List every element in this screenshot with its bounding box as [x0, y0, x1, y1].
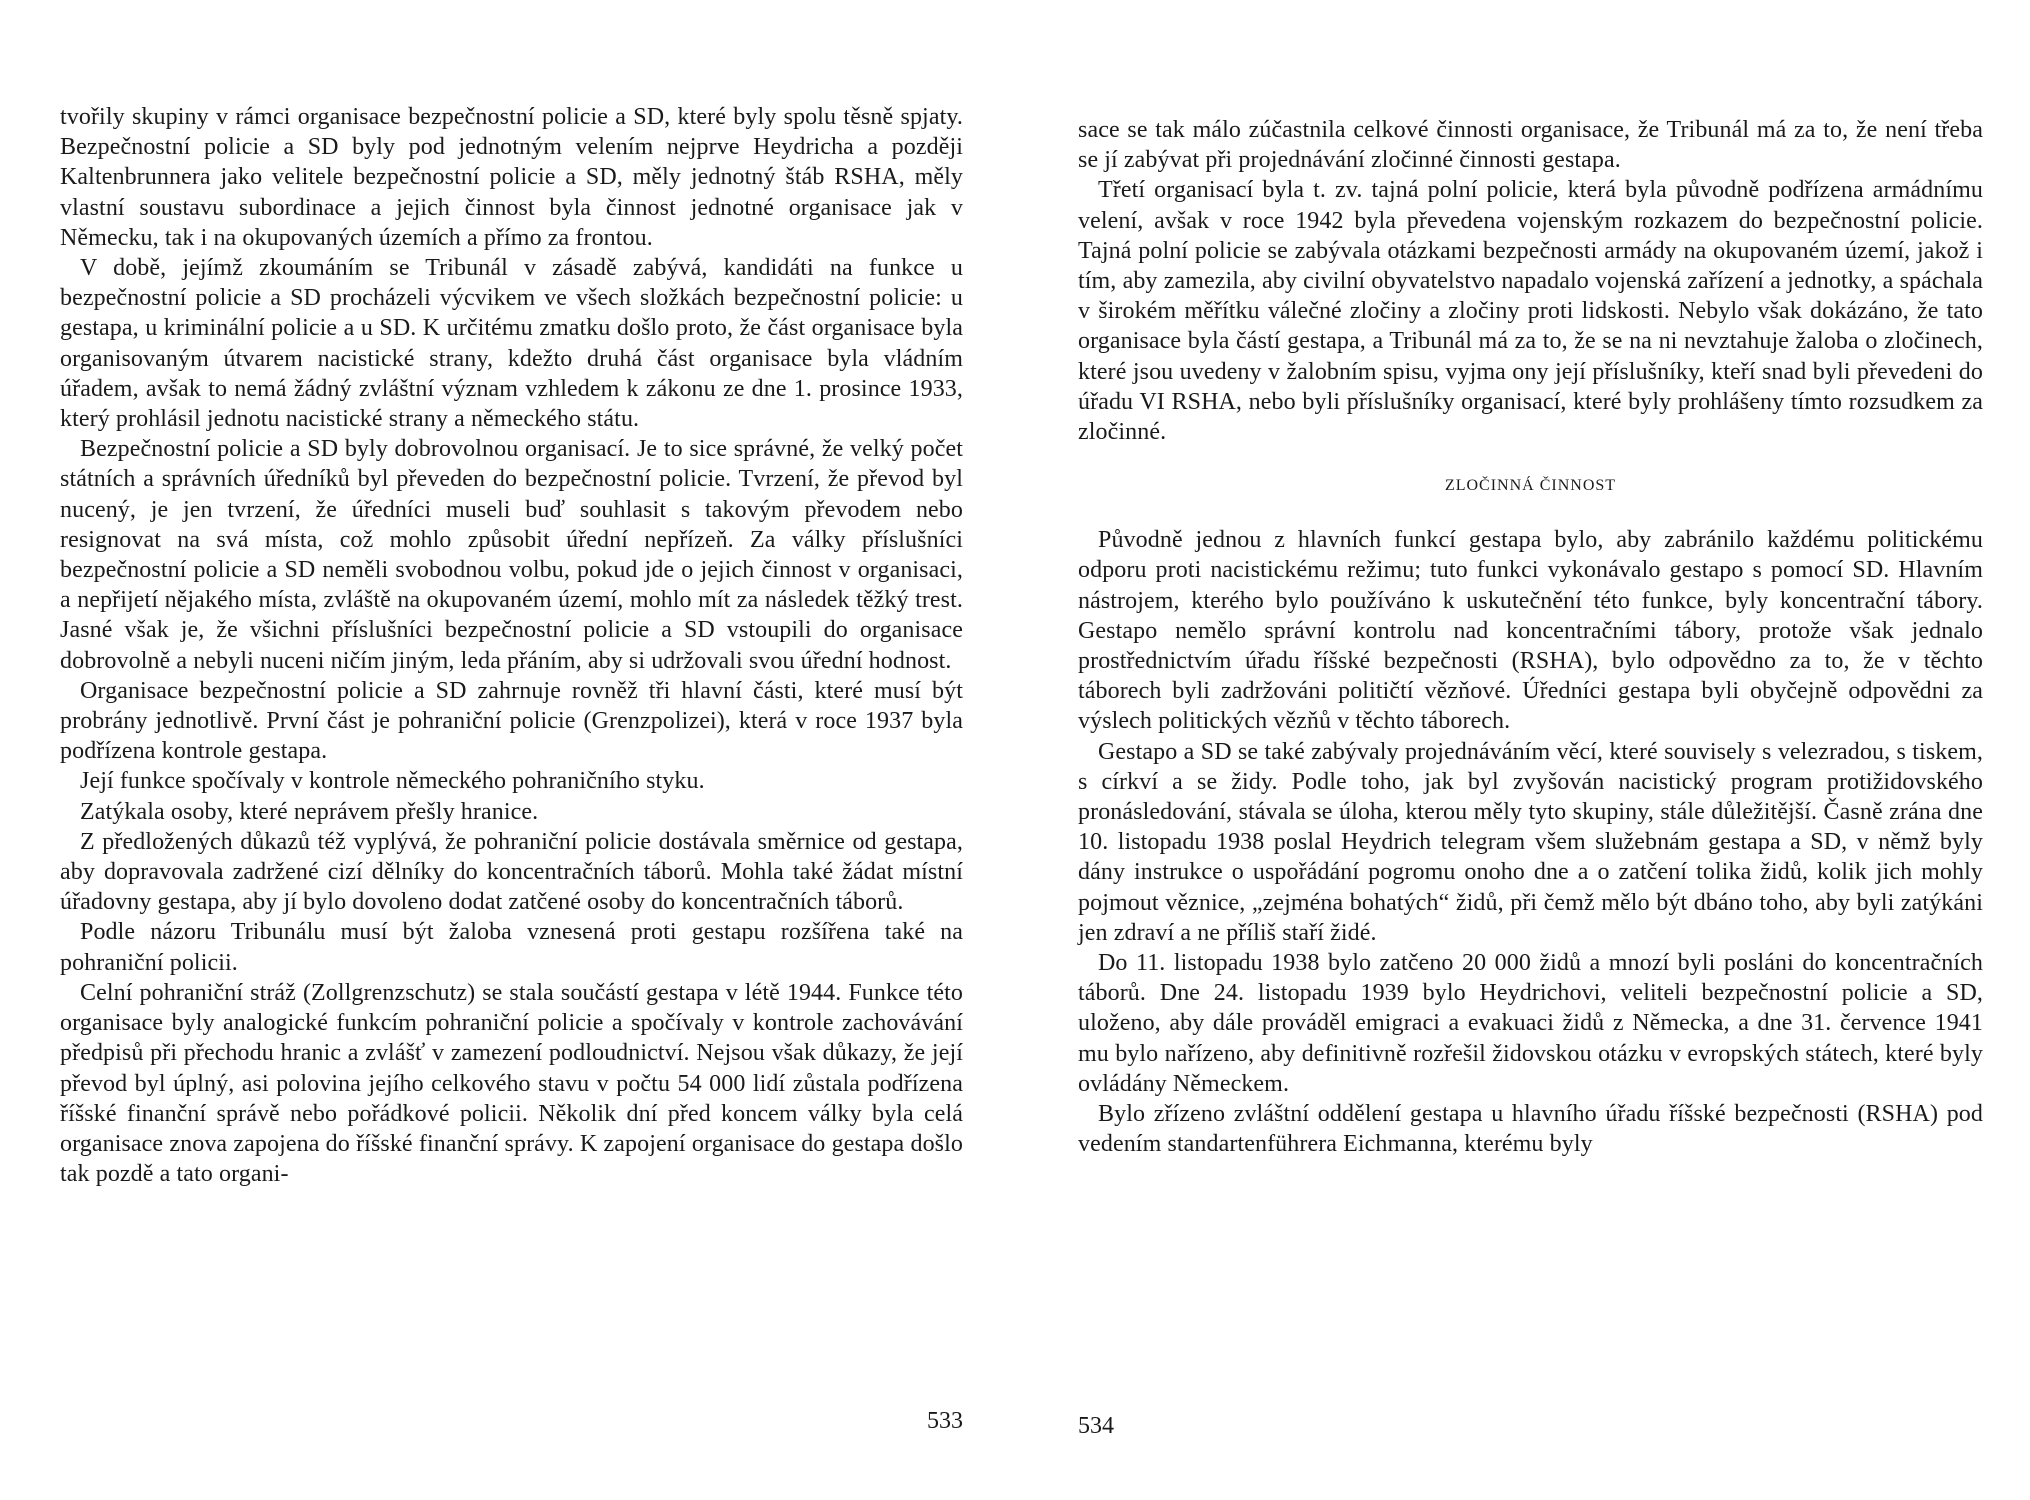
paragraph: Její funkce spočívaly v kontrole německého pohraničního styku.	[80, 768, 705, 795]
left-page	[60, 0, 963, 1500]
page-number: 533	[927, 1408, 963, 1434]
paragraph: Celní pohraniční stráž (Zollgrenzschutz) se stala součástí gestapa v létě 1944. Funkce této organisace byly analogické funkcím pohraniční policie a spočívaly v kontrole zachovávání předpisů při přechodu hranic a zvlášť v zamezení podloudnictví. Nejsou však důkazy, že její převod byl úplný, asi polovina jejího celkového stavu v počtu 54 000 lidí zůstala podřízena říšské finanční správě nebo pořádkové policii. Několik dní před koncem války byla celá organisace znova zapojena do říšské finanční správy. K zapojení organisace do gestapa došlo tak pozdě a tato organi-	[60, 979, 963, 1188]
right-page	[1078, 0, 1983, 1500]
right-page-text	[1078, 115, 1983, 1160]
paragraph: Podle názoru Tribunálu musí být žaloba vznesená proti gestapu rozšířena také na pohraniční policii.	[60, 919, 963, 976]
paragraph: Gestapo a SD se také zabývaly projednáváním věcí, které souvisely s velezradou, s tiskem, s církví a se židy. Podle toho, jak byl zvyšován nacistický program protižidovského pronásledování, stávala se úloha, kterou měly tyto skupiny, stále důležitější. Časně zrána dne 10. listopadu 1938 poslal Heydrich telegram všem služebnám gestapa a SD, v němž byly dány instrukce o uspořádání pogromu onoho dne a o zatčení tolika židů, kolik jich mohly pojmout věznice, „zejména bohatých“ židů, při čemž mělo být dbáno toho, aby byli zatýkáni jen zdraví a ne příliš staří židé.	[1078, 738, 1983, 946]
paragraph: Bylo zřízeno zvláštní oddělení gestapa u hlavního úřadu říšské bezpečnosti (RSHA) pod vedením standartenführera Eichmanna, kterému byly	[1078, 1101, 1983, 1158]
paragraph: Z předložených důkazů též vyplývá, že pohraniční policie dostávala směrnice od gestapa, aby dopravovala zadržené cizí dělníky do koncentračních táborů. Mohla také žádat místní úřadovny gestapa, aby jí bylo dovoleno dodat zatčené osoby do koncentračních táborů.	[60, 828, 963, 916]
page-number: 534	[1078, 1413, 1114, 1439]
paragraph: Třetí organisací byla t. zv. tajná polní policie, která byla původně podřízena armádnímu velení, avšak v roce 1942 byla převedena vojenským rozkazem do bezpečnostní policie. Tajná polní policie se zabývala otázkami bezpečnosti armády na okupovaném území, jakož i tím, aby zamezila, aby civilní obyvatelstvo napadalo vojenská zařízení a jednotky, a spáchala v širokém měřítku válečné zločiny a zločiny proti lidskosti. Nebylo však dokázáno, že tato organisace byla částí gestapa, a Tribunál má za to, že se na ni nevztahuje žaloba o zločinech, které jsou uvedeny v žalobním spisu, vyjma ony její příslušníky, kteří snad byli převedeni do úřadu VI RSHA, nebo byli příslušníky organisací, které byly prohlášeny tímto rozsudkem za zločinné.	[1078, 177, 1983, 446]
paragraph: Bezpečnostní policie a SD byly dobrovolnou organisací. Je to sice správné, že velký počet státních a správních úředníků byl převeden do bezpečnostní policie. Tvrzení, že převod byl nucený, je jen tvrzení, že úředníci museli buď souhlasit s takovým převodem nebo resignovat na svá místa, což mohlo způsobit úřední nepřízeň. Za války příslušníci bezpečnostní policie a SD neměli svobodnou volbu, pokud jde o jejich činnost v organisaci, a nepřijetí nějakého místa, zvláště na okupovaném území, mohlo mít za následek těžký trest. Jasné však je, že všichni příslušníci bezpečnostní policie a SD vstoupili do organisace dobrovolně a nebyli nuceni ničím jiným, leda přáním, aby si udržovali svou úřední hodnost.	[60, 436, 963, 674]
paragraph: Organisace bezpečnostní policie a SD zahrnuje rovněž tři hlavní části, které musí být probrány jednotlivě. První část je pohraniční policie (Grenzpolizei), která v roce 1937 byla podřízena kontrole gestapa.	[60, 677, 963, 765]
paragraph: Zatýkala osoby, které neprávem přešly hranice.	[80, 798, 539, 825]
paragraph: tvořily skupiny v rámci organisace bezpečnostní policie a SD, které byly spolu těsně spjaty. Bezpečnostní policie a SD byly pod jednotným velením nejprve Heydricha a později Kaltenbrunnera jako velitele bezpečnostní policie a SD, měly jednotný štáb RSHA, měly vlastní soustavu subordinace a jejich činnost byla činnost jednotné organisace jak v Německu, tak i na okupovaných územích a přímo za frontou.	[60, 104, 963, 251]
paragraph: sace se tak málo zúčastnila celkové činnosti organisace, že Tribunál má za to, že není třeba se jí zabývat při projednávání zločinné činnosti gestapa.	[1078, 117, 1983, 174]
left-page-text	[60, 102, 963, 1189]
paragraph: V době, jejímž zkoumáním se Tribunál v zásadě zabývá, kandidáti na funkce u bezpečnostní policie a SD procházeli výcvikem ve všech složkách bezpečnostní policie: u gestapa, u kriminální policie a u SD. K určitému zmatku došlo proto, že část organisace byla organisovaným útvarem nacistické strany, kdežto druhá část organisace byla vládním úřadem, avšak to nemá žádný zvláštní význam vzhledem k zákonu ze dne 1. prosince 1933, který prohlásil jednotu nacistické strany a německého státu.	[60, 255, 963, 433]
paragraph: Původně jednou z hlavních funkcí gestapa bylo, aby zabránilo každému politickému odporu proti nacistickému režimu; tuto funkci vykonávalo gestapo s pomocí SD. Hlavním nástrojem, kterého bylo používáno k uskutečnění této funkce, byly koncentrační tábory. Gestapo nemělo správní kontrolu nad koncentračními tábory, protože však jednalo prostřednictvím úřadu říšské bezpečnosti (RSHA), bylo odpovědno za to, že v těchto táborech byli zadržováni političtí vězňové. Úředníci gestapa byli obyčejně odpovědni za výslech politických vězňů v těchto táborech.	[1078, 527, 1983, 735]
paragraph: Do 11. listopadu 1938 bylo zatčeno 20 000 židů a mnozí byli posláni do koncentračních táborů. Dne 24. listopadu 1939 bylo Heydrichovi, veliteli bezpečnostní policie a SD, uloženo, aby dále prováděl emigraci a evakuaci židů z Německa, a dne 31. července 1941 mu bylo nařízeno, aby definitivně rozřešil židovskou otázku v evropských státech, které byly ovládány Německem.	[1078, 950, 1983, 1097]
section-heading: ZLOČINNÁ ČINNOST	[1444, 477, 1617, 495]
